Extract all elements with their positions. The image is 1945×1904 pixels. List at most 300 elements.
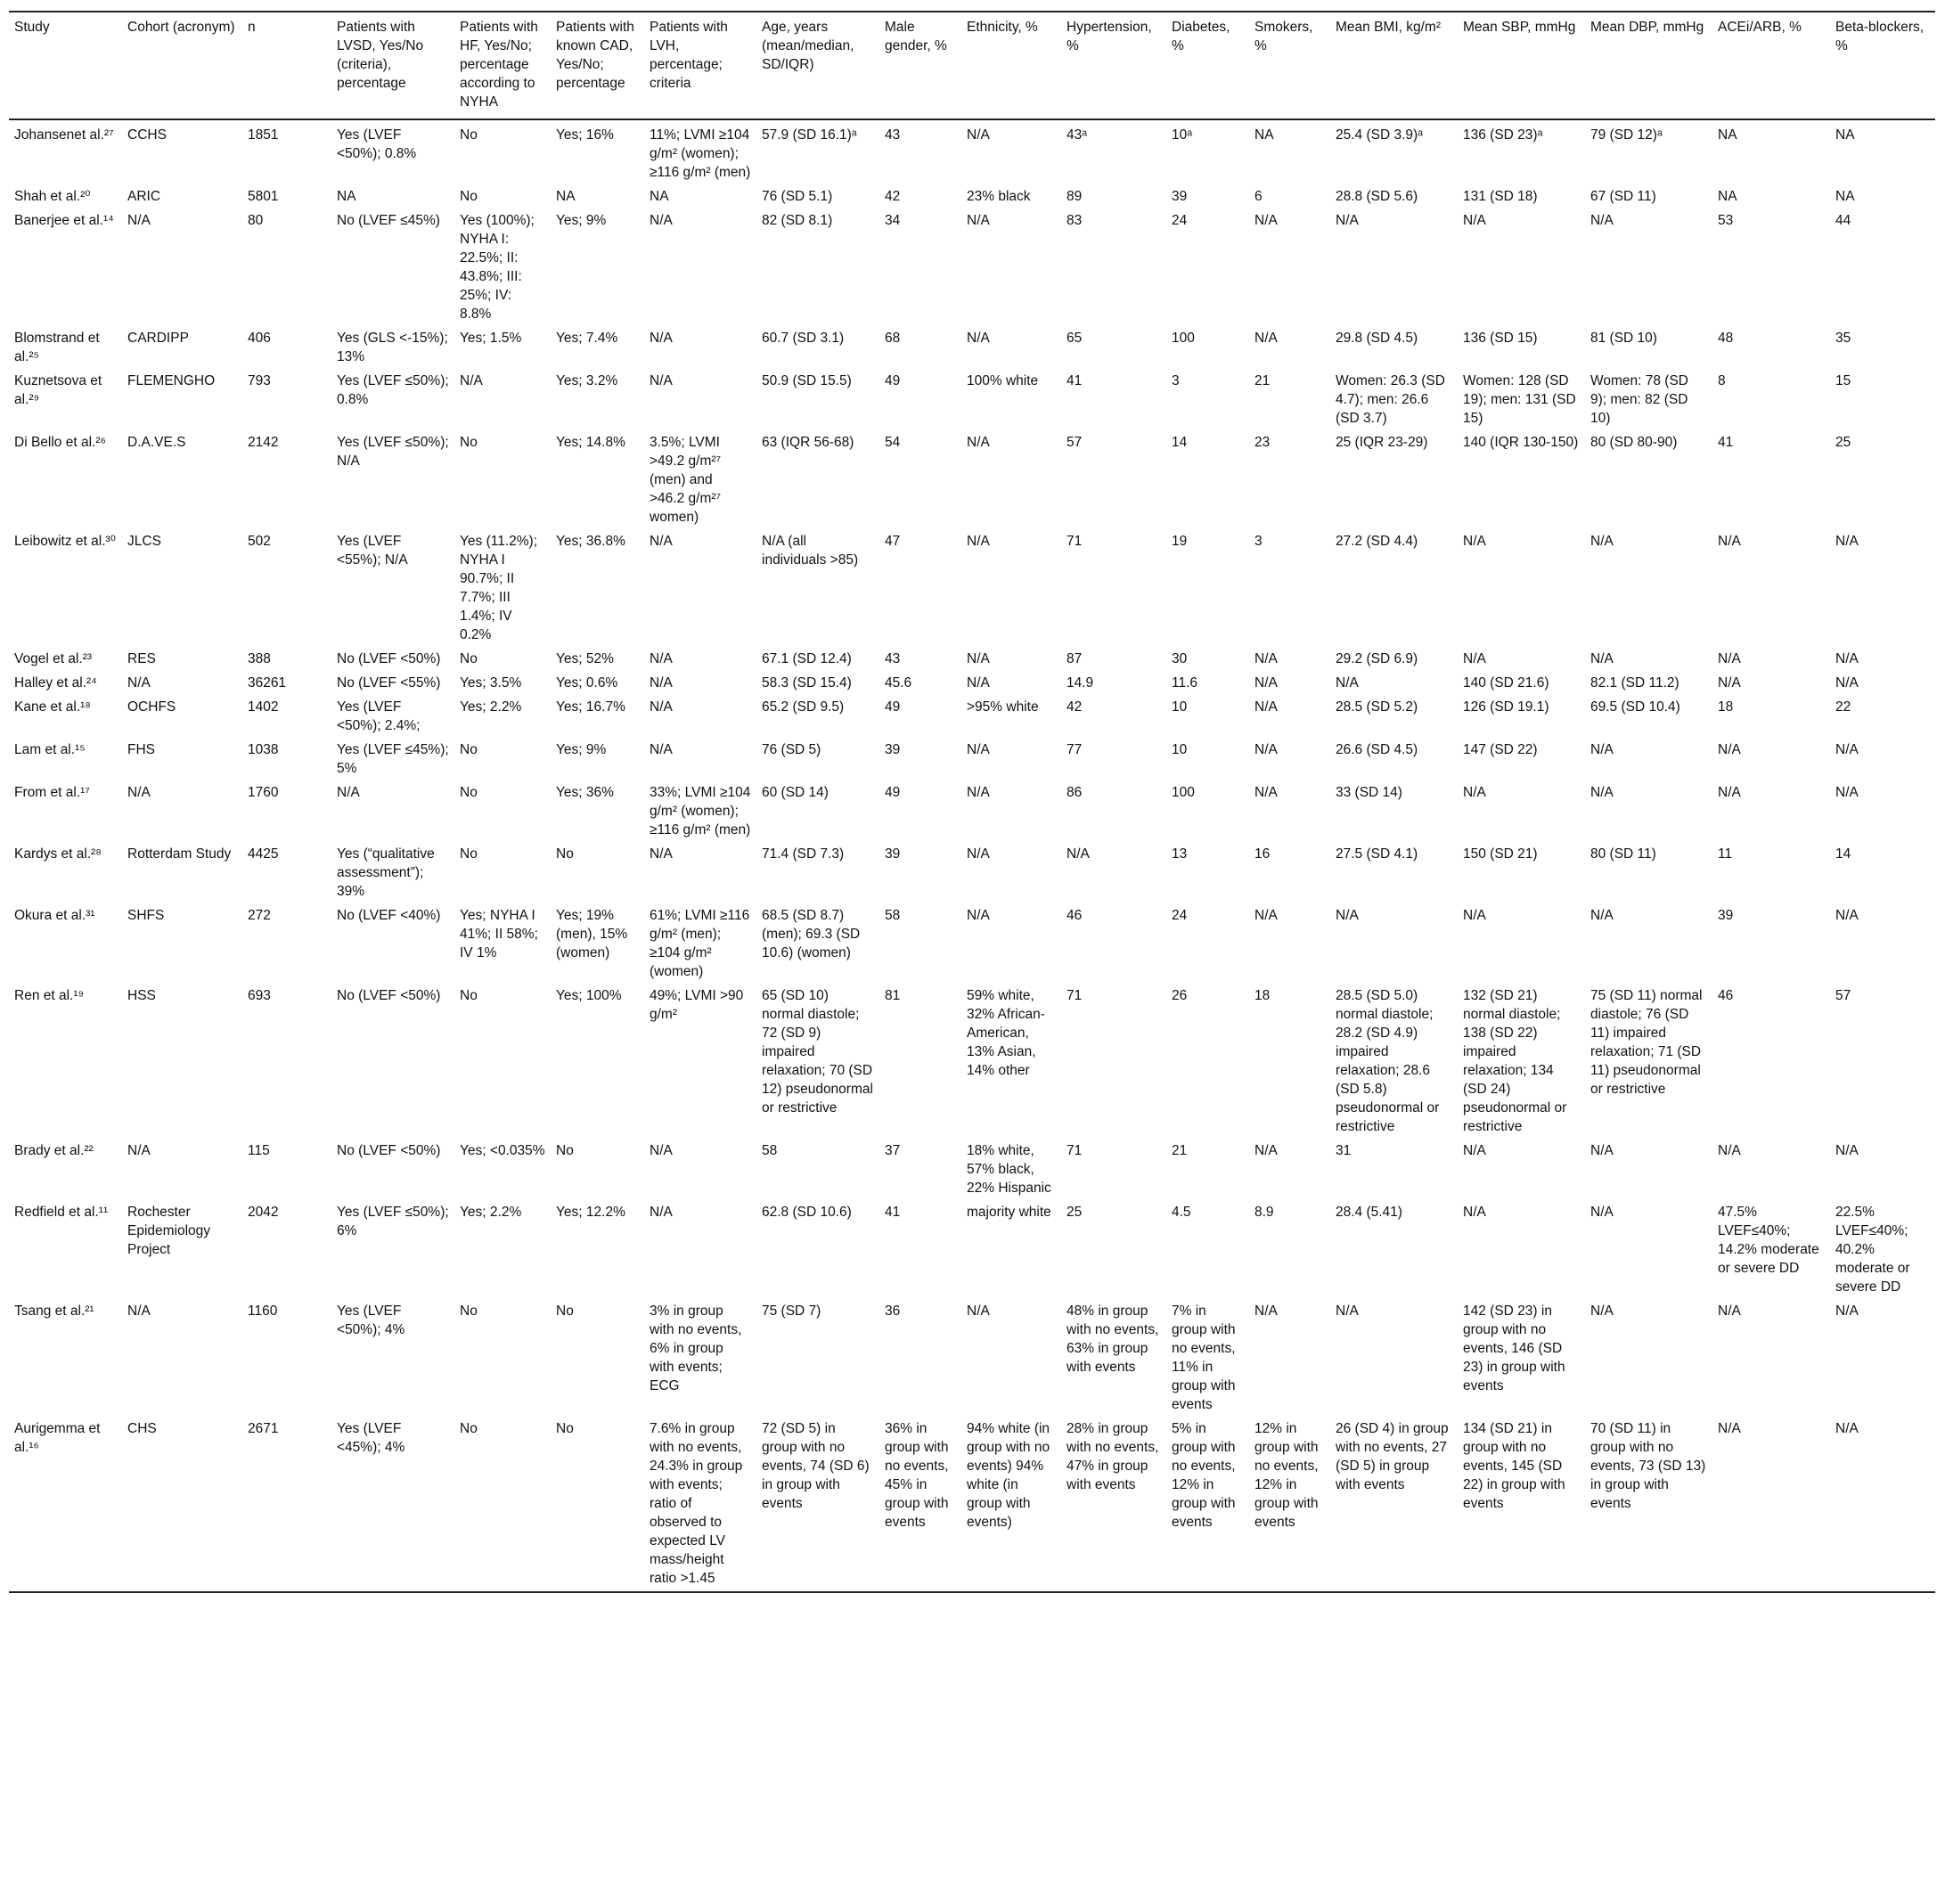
table-cell: 22.5% LVEF≤40%; 40.2% moderate or severe DD (1835, 1205, 1910, 1295)
column-header: Cohort (acronym) (127, 20, 235, 35)
table-cell: 6 (1254, 189, 1263, 204)
table-cell: 71 (1066, 1143, 1083, 1158)
table-cell: N/A (1835, 1421, 1859, 1436)
table-row (9, 327, 1935, 370)
table-cell: 793 (248, 373, 271, 388)
table-cell: Yes; 7.4% (556, 331, 618, 346)
column-header: Ethnicity, % (967, 20, 1038, 35)
table-cell: N/A (967, 127, 990, 143)
table-cell: 58.3 (SD 15.4) (762, 675, 852, 691)
table-cell: 39 (1718, 908, 1734, 923)
table-cell: 68 (885, 331, 901, 346)
table-cell: >95% white (967, 699, 1039, 715)
column-header: Age, years (mean/median, SD/IQR) (762, 20, 854, 72)
table-cell: 60.7 (SD 3.1) (762, 331, 845, 346)
table-cell: Yes (GLS <-15%); 13% (337, 331, 448, 364)
table-cell: 19 (1172, 534, 1188, 549)
table-cell: From et al.¹⁷ (14, 785, 90, 800)
table-cell: 388 (248, 651, 271, 666)
table-cell: Banerjee et al.¹⁴ (14, 213, 114, 228)
table-cell: D.A.VE.S (127, 435, 186, 450)
table-row (9, 739, 1935, 781)
table-cell: N/A (650, 699, 673, 715)
table-cell: N/A (1254, 785, 1278, 800)
table-cell: 58 (885, 908, 901, 923)
table-cell: 25 (1066, 1205, 1083, 1220)
table-cell: 49 (885, 373, 901, 388)
table-cell: Vogel et al.²³ (14, 651, 93, 666)
table-cell: 25.4 (SD 3.9)ᵃ (1336, 127, 1423, 143)
table-cell: N/A (1463, 1205, 1486, 1220)
table-cell: No (LVEF <50%) (337, 1143, 441, 1158)
table-cell: Blomstrand et al.²⁵ (14, 331, 100, 364)
table-cell: 11%; LVMI ≥104 g/m² (women); ≥116 g/m² (men) (650, 127, 751, 180)
table-cell: NA (650, 189, 669, 204)
table-cell: 49 (885, 785, 901, 800)
table-cell: 2142 (248, 435, 279, 450)
table-cell: N/A (1835, 675, 1859, 691)
table-cell: 48 (1718, 331, 1734, 346)
table-cell: N/A (967, 213, 990, 228)
table-cell: 115 (248, 1143, 270, 1158)
table-row (9, 1201, 1935, 1300)
table-cell: Women: 128 (SD 19); men: 131 (SD 15) (1463, 373, 1576, 426)
table-cell: N/A (650, 1143, 673, 1158)
table-cell: 18 (1254, 988, 1271, 1003)
table-cell: 27.2 (SD 4.4) (1336, 534, 1418, 549)
table-cell: 147 (SD 22) (1463, 742, 1538, 757)
table-cell: 16 (1254, 846, 1271, 862)
table-cell: 62.8 (SD 10.6) (762, 1205, 852, 1220)
table-cell: 4425 (248, 846, 279, 862)
table-cell: 21 (1172, 1143, 1188, 1158)
table-cell: 76 (SD 5) (762, 742, 821, 757)
table-cell: Yes (LVEF <50%); 4% (337, 1303, 405, 1337)
table-cell: 81 (885, 988, 901, 1003)
table-cell: No (556, 846, 574, 862)
table-cell: 100 (1172, 331, 1195, 346)
table-cell: 80 (SD 80-90) (1590, 435, 1678, 450)
table-cell: N/A (650, 213, 673, 228)
table-cell: N/A (1336, 213, 1359, 228)
table-cell: Yes; 36% (556, 785, 614, 800)
table-cell: Yes; 52% (556, 651, 614, 666)
table-cell: 44 (1835, 213, 1851, 228)
table-cell: 142 (SD 23) in group with no events, 146 (SD 23) in group with events (1463, 1303, 1565, 1393)
table-cell: Rotterdam Study (127, 846, 232, 862)
column-header: Patients with known CAD, Yes/No; percentage (556, 20, 634, 91)
table-cell: 36 (885, 1303, 901, 1319)
table-cell: 36% in group with no events, 45% in group with events (885, 1421, 949, 1530)
table-row (9, 431, 1935, 530)
table-cell: N/A (127, 675, 151, 691)
table-cell: N/A (127, 213, 151, 228)
table-cell: N/A (1463, 213, 1486, 228)
table-cell: 89 (1066, 189, 1083, 204)
table-cell: N/A (1835, 1303, 1859, 1319)
table-cell: N/A (1463, 1143, 1486, 1158)
table-row (9, 1300, 1935, 1418)
table-cell: 126 (SD 19.1) (1463, 699, 1549, 715)
table-cell: N/A (1718, 675, 1741, 691)
table-row (9, 985, 1935, 1140)
table-cell: 26 (1172, 988, 1188, 1003)
table-cell: 4.5 (1172, 1205, 1191, 1220)
table-cell: N/A (1835, 534, 1859, 549)
table-cell: N/A (1254, 651, 1278, 666)
table-cell: N/A (967, 742, 990, 757)
table-cell: 70 (SD 11) in group with no events, 73 (SD 13) in group with events (1590, 1421, 1706, 1511)
table-cell: 33%; LVMI ≥104 g/m² (women); ≥116 g/m² (men) (650, 785, 751, 838)
table-cell: NA (556, 189, 576, 204)
table-cell: N/A (1254, 331, 1278, 346)
table-cell: NA (1254, 127, 1274, 143)
table-cell: Yes; 2.2% (460, 699, 522, 715)
table-cell: 7.6% in group with no events, 24.3% in group with events; ratio of observed to expected LV mass/height ratio >1.45 (650, 1421, 743, 1586)
table-cell: 140 (IQR 130-150) (1463, 435, 1579, 450)
table-cell: Yes (100%); NYHA I: 22.5%; II: 43.8%; III: 25%; IV: 8.8% (460, 213, 535, 322)
table-cell: JLCS (127, 534, 161, 549)
table-cell: 11.6 (1172, 675, 1198, 691)
table-cell: 10ᵃ (1172, 127, 1193, 143)
table-cell: Brady et al.²² (14, 1143, 94, 1158)
table-cell: 57 (1835, 988, 1851, 1003)
table-cell: N/A (967, 331, 990, 346)
table-cell: 28.5 (SD 5.2) (1336, 699, 1418, 715)
table-cell: 46 (1718, 988, 1734, 1003)
table-row (9, 1418, 1935, 1592)
table-cell: N/A (1835, 908, 1859, 923)
table-cell: N/A (1590, 785, 1614, 800)
table-cell: N/A (1254, 742, 1278, 757)
table-cell: 13 (1172, 846, 1188, 862)
table-cell: N/A (1590, 213, 1614, 228)
table-cell: Yes (“qualitative assessment”); 39% (337, 846, 435, 899)
table-cell: 53 (1718, 213, 1734, 228)
table-cell: No (460, 1421, 478, 1436)
table-cell: Yes; 2.2% (460, 1205, 522, 1220)
table-cell: 49%; LVMI >90 g/m² (650, 988, 744, 1022)
table-cell: 58 (762, 1143, 778, 1158)
table-cell: Yes; 14.8% (556, 435, 625, 450)
column-header: Diabetes, % (1172, 20, 1230, 53)
table-row (9, 185, 1935, 209)
table-cell: 24 (1172, 908, 1188, 923)
table-cell: 1402 (248, 699, 279, 715)
table-cell: N/A (1463, 651, 1486, 666)
table-cell: No (556, 1421, 574, 1436)
table-cell: 47 (885, 534, 901, 549)
table-cell: 82.1 (SD 11.2) (1590, 675, 1679, 691)
table-cell: N/A (967, 1303, 990, 1319)
table-cell: N/A (1336, 675, 1359, 691)
column-header: Male gender, % (885, 20, 947, 53)
table-cell: N/A (1254, 1303, 1278, 1319)
table-cell: N/A (650, 1205, 673, 1220)
table-cell: 28.4 (5.41) (1336, 1205, 1402, 1220)
table-cell: 28% in group with no events, 47% in group with events (1066, 1421, 1159, 1492)
table-header (9, 12, 1935, 119)
table-cell: N/A (1718, 742, 1741, 757)
table-cell: 81 (SD 10) (1590, 331, 1657, 346)
table-cell: N/A (1835, 1143, 1859, 1158)
table-cell: 87 (1066, 651, 1083, 666)
table-cell: N/A (1718, 1143, 1741, 1158)
table-cell: Di Bello et al.²⁶ (14, 435, 106, 450)
table-cell: Tsang et al.²¹ (14, 1303, 94, 1319)
table-cell: CCHS (127, 127, 167, 143)
table-cell: 39 (885, 846, 901, 862)
table-row (9, 672, 1935, 696)
table-cell: 82 (SD 8.1) (762, 213, 833, 228)
table-cell: Yes (LVEF <45%); 4% (337, 1421, 405, 1455)
table-cell: N/A (127, 785, 151, 800)
table-cell: FHS (127, 742, 155, 757)
table-cell: Yes (LVEF ≤50%); 6% (337, 1205, 449, 1238)
table-cell: HSS (127, 988, 156, 1003)
table-cell: Yes; 9% (556, 213, 607, 228)
table-cell: 49 (885, 699, 901, 715)
table-cell: 39 (885, 742, 901, 757)
table-cell: 3 (1254, 534, 1263, 549)
table-cell: N/A (1463, 908, 1486, 923)
table-row (9, 843, 1935, 904)
header-row (9, 12, 1935, 119)
table-cell: 2671 (248, 1421, 279, 1436)
table-cell: Yes (LVEF <50%); 0.8% (337, 127, 417, 161)
table-cell: N/A (650, 373, 673, 388)
table-cell: 71 (1066, 534, 1083, 549)
table-cell: N/A (1590, 1205, 1614, 1220)
table-row (9, 648, 1935, 672)
table-cell: Yes (LVEF ≤50%); N/A (337, 435, 449, 469)
table-cell: 28.5 (SD 5.0) normal diastole; 28.2 (SD 4.9) impaired relaxation; 28.6 (SD 5.8) pseudonormal or restrictive (1336, 988, 1440, 1134)
table-cell: 131 (SD 18) (1463, 189, 1538, 204)
table-cell: Yes; 1.5% (460, 331, 522, 346)
table-cell: Yes; 9% (556, 742, 607, 757)
column-header: Study (14, 20, 50, 35)
table-cell: Yes (LVEF <55%); N/A (337, 534, 408, 568)
table-cell: 18 (1718, 699, 1734, 715)
table-cell: 36261 (248, 675, 287, 691)
table-cell: N/A (967, 534, 990, 549)
column-header: Patients with HF, Yes/No; percentage according to NYHA (460, 20, 538, 110)
table-cell: N/A (1590, 1143, 1614, 1158)
table-cell: Yes (LVEF ≤50%); 0.8% (337, 373, 449, 407)
column-header: Mean BMI, kg/m² (1336, 20, 1441, 35)
table-cell: Yes; 16.7% (556, 699, 625, 715)
table-cell: NA (1718, 189, 1737, 204)
table-cell: N/A (1718, 1421, 1741, 1436)
table-cell: 136 (SD 15) (1463, 331, 1538, 346)
table-cell: 65.2 (SD 9.5) (762, 699, 845, 715)
table-cell: 1851 (248, 127, 279, 143)
table-cell: N/A (1718, 785, 1741, 800)
table-cell: 57 (1066, 435, 1083, 450)
table-cell: Shah et al.²⁰ (14, 189, 91, 204)
table-cell: 502 (248, 534, 271, 549)
table-cell: No (460, 846, 478, 862)
table-cell: 60 (SD 14) (762, 785, 829, 800)
table-cell: 5801 (248, 189, 279, 204)
table-cell: 2042 (248, 1205, 279, 1220)
table-cell: 47.5% LVEF≤40%; 14.2% moderate or severe DD (1718, 1205, 1819, 1276)
table-cell: 1760 (248, 785, 279, 800)
table-cell: 25 (1835, 435, 1851, 450)
table-cell: N/A (1718, 1303, 1741, 1319)
table-cell: N/A (1590, 908, 1614, 923)
table-cell: 1038 (248, 742, 279, 757)
table-cell: N/A (1718, 651, 1741, 666)
table-cell: 28.8 (SD 5.6) (1336, 189, 1418, 204)
table-cell: 7% in group with no events, 11% in group with events (1172, 1303, 1236, 1412)
table-cell: N/A (1835, 742, 1859, 757)
table-cell: 18% white, 57% black, 22% Hispanic (967, 1143, 1051, 1196)
table-cell: 59% white, 32% African-American, 13% Asian, 14% other (967, 988, 1045, 1078)
column-header: Mean SBP, mmHg (1463, 20, 1576, 35)
table-cell: Aurigemma et al.¹⁶ (14, 1421, 101, 1455)
table-cell: 57.9 (SD 16.1)ᵃ (762, 127, 857, 143)
table-cell: RES (127, 651, 156, 666)
table-cell: 61%; LVMI ≥116 g/m² (men); ≥104 g/m² (women) (650, 908, 750, 979)
table-cell: 3% in group with no events, 6% in group with events; ECG (650, 1303, 742, 1393)
table-cell: 77 (1066, 742, 1083, 757)
table-cell: 11 (1718, 846, 1733, 862)
table-cell: 100 (1172, 785, 1195, 800)
table-cell: No (460, 127, 478, 143)
table-cell: 65 (SD 10) normal diastole; 72 (SD 9) impaired relaxation; 70 (SD 12) pseudonormal or restrictive (762, 988, 873, 1115)
table-cell: 15 (1835, 373, 1851, 388)
table-cell: 8.9 (1254, 1205, 1274, 1220)
table-cell: Rochester Epidemiology Project (127, 1205, 211, 1257)
table-cell: CHS (127, 1421, 157, 1436)
table-cell: 54 (885, 435, 901, 450)
table-cell: 42 (885, 189, 901, 204)
table-cell: N/A (1254, 699, 1278, 715)
table-cell: Leibowitz et al.³⁰ (14, 534, 116, 549)
table-cell: Kane et al.¹⁸ (14, 699, 91, 715)
table-cell: NA (337, 189, 356, 204)
table-cell: Yes; 3.5% (460, 675, 522, 691)
table-cell: CARDIPP (127, 331, 189, 346)
table-cell: 406 (248, 331, 271, 346)
table-cell: 10 (1172, 742, 1188, 757)
table-cell: 63 (IQR 56-68) (762, 435, 854, 450)
table-cell: N/A (1254, 213, 1278, 228)
table-cell: Yes; 16% (556, 127, 614, 143)
table-cell: N/A (1336, 1303, 1359, 1319)
table-cell: majority white (967, 1205, 1051, 1220)
column-header: Patients with LVH, percentage; criteria (650, 20, 728, 91)
table-cell: 69.5 (SD 10.4) (1590, 699, 1680, 715)
table-body (9, 119, 1935, 1592)
table-cell: Yes; 36.8% (556, 534, 625, 549)
table-cell: N/A (967, 675, 990, 691)
table-cell: 10 (1172, 699, 1188, 715)
table-cell: 80 (SD 11) (1590, 846, 1656, 862)
table-cell: 22 (1835, 699, 1851, 715)
table-cell: ARIC (127, 189, 161, 204)
table-cell: 67.1 (SD 12.4) (762, 651, 852, 666)
table-cell: 150 (SD 21) (1463, 846, 1538, 862)
table-cell: Kardys et al.²⁸ (14, 846, 102, 862)
table-cell: N/A (337, 785, 360, 800)
table-cell: Lam et al.¹⁵ (14, 742, 86, 757)
table-cell: Halley et al.²⁴ (14, 675, 97, 691)
table-cell: N/A (967, 846, 990, 862)
table-cell: No (LVEF <50%) (337, 651, 441, 666)
table-cell: 3 (1172, 373, 1180, 388)
table-cell: 33 (SD 14) (1336, 785, 1402, 800)
table-cell: 80 (248, 213, 264, 228)
table-cell: NA (1835, 189, 1855, 204)
table-cell: Ren et al.¹⁹ (14, 988, 85, 1003)
table-cell: 100% white (967, 373, 1039, 388)
table-cell: 23 (1254, 435, 1271, 450)
table-cell: Women: 78 (SD 9); men: 82 (SD 10) (1590, 373, 1688, 426)
table-cell: No (460, 785, 478, 800)
table-cell: N/A (650, 331, 673, 346)
table-cell: 21 (1254, 373, 1271, 388)
table-cell: 43 (885, 127, 901, 143)
table-cell: N/A (1463, 785, 1486, 800)
table-cell: Yes (LVEF <50%); 2.4%; (337, 699, 421, 733)
table-cell: 72 (SD 5) in group with no events, 74 (SD 6) in group with events (762, 1421, 870, 1511)
table-row (9, 696, 1935, 739)
table-cell: 71.4 (SD 7.3) (762, 846, 845, 862)
table-cell: 75 (SD 11) normal diastole; 76 (SD 11) impaired relaxation; 71 (SD 11) pseudonormal or restrictive (1590, 988, 1703, 1097)
table-cell: N/A (650, 675, 673, 691)
table-cell: N/A (1066, 846, 1090, 862)
table-row (9, 781, 1935, 843)
table-cell: 1160 (248, 1303, 278, 1319)
table-cell: 29.2 (SD 6.9) (1336, 651, 1418, 666)
table-cell: 14.9 (1066, 675, 1094, 691)
table-cell: N/A (127, 1303, 151, 1319)
table-cell: 76 (SD 5.1) (762, 189, 833, 204)
table-cell: N/A (1463, 534, 1486, 549)
table-cell: 83 (1066, 213, 1083, 228)
table-cell: No (460, 988, 478, 1003)
table-cell: Yes; 3.2% (556, 373, 618, 388)
table-cell: N/A (460, 373, 483, 388)
table-cell: N/A (1590, 742, 1614, 757)
table-cell: No (460, 651, 478, 666)
table-row (9, 1140, 1935, 1201)
table-cell: N/A (1254, 1143, 1278, 1158)
table-cell: Women: 26.3 (SD 4.7); men: 26.6 (SD 3.7) (1336, 373, 1445, 426)
table-cell: 14 (1172, 435, 1188, 450)
table-cell: N/A (650, 742, 673, 757)
table-cell: 24 (1172, 213, 1188, 228)
column-header: ACEi/ARB, % (1718, 20, 1802, 35)
table-cell: 67 (SD 11) (1590, 189, 1656, 204)
table-cell: N/A (1718, 534, 1741, 549)
table-cell: Redfield et al.¹¹ (14, 1205, 109, 1220)
table-cell: No (LVEF <50%) (337, 988, 441, 1003)
table-cell: N/A (650, 534, 673, 549)
table-cell: No (556, 1303, 574, 1319)
table-cell: 12% in group with no events, 12% in group with events (1254, 1421, 1319, 1530)
table-cell: 31 (1336, 1143, 1352, 1158)
table-container (9, 11, 1935, 1593)
table-cell: 272 (248, 908, 271, 923)
table-cell: N/A (650, 846, 673, 862)
table-cell: NA (1835, 127, 1855, 143)
table-cell: 71 (1066, 988, 1083, 1003)
column-header: Beta-blockers, % (1835, 20, 1925, 53)
table-cell: 8 (1718, 373, 1726, 388)
